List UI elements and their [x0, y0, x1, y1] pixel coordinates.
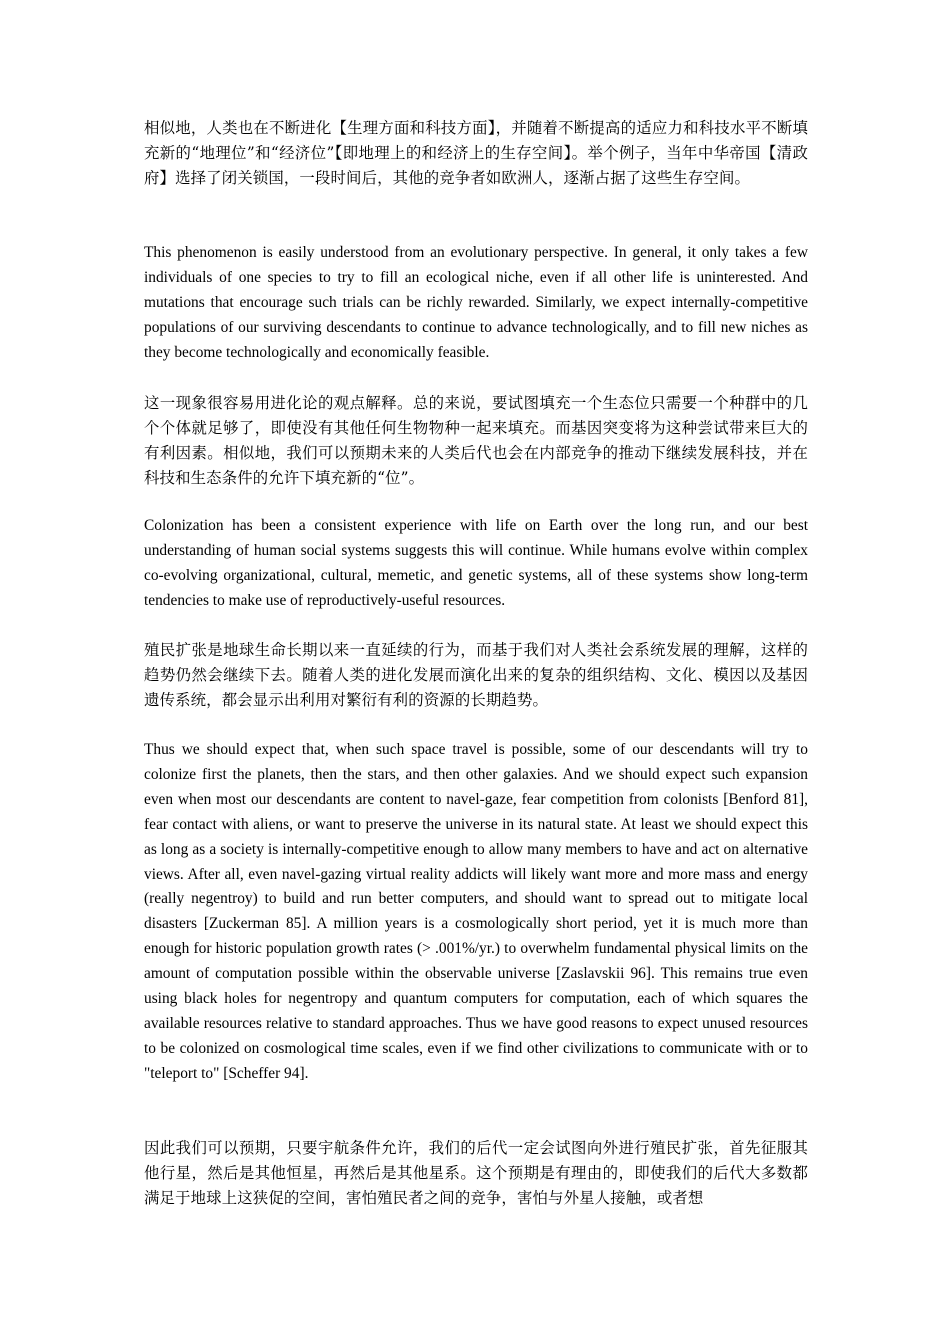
paragraph-chinese-1: 相似地，人类也在不断进化【生理方面和科技方面】，并随着不断提高的适应力和科技水平不断填充新的“地理位”和“经济位”【即地理上的和经济上的生存空间】。举个例子，当年中华帝国【清政府】选择了闭关锁国，一段时间后，其他的竞争者如欧洲人，逐渐占据了这些生存空间。	[144, 119, 808, 187]
paragraph-chinese-4: 因此我们可以预期，只要宇航条件允许，我们的后代一定会试图向外进行殖民扩张，首先征服其他行星，然后是其他恒星，再然后是其他星系。这个预期是有理由的，即使我们的后代大多数都满足于地球上这狭促的空间，害怕殖民者之间的竞争，害怕与外星人接触，或者想	[144, 1139, 808, 1207]
paragraph-english-1: This phenomenon is easily understood from an evolutionary perspective. In general, it only takes a few individuals of one species to try to fill an ecological niche, even if all other life is uninterested. And mutations that encourage such trials can be richly rewarded. Similarly, we expect internally-competitive populations of our surviving descendants to continue to advance technologically, and to fill new niches as they become technologically and economically feasible.	[144, 244, 808, 361]
paragraph-english-2: Colonization has been a consistent experience with life on Earth over the long run, and our best understanding of human social systems suggests this will continue. While humans evolve within complex co-evolving organizational, cultural, memetic, and genetic systems, all of these systems show long-term tendencies to make use of reproductively-useful resources.	[144, 517, 808, 609]
paragraph-chinese-2: 这一现象很容易用进化论的观点解释。总的来说，要试图填充一个生态位只需要一个种群中的几个个体就足够了，即使没有其他任何生物物种一起来填充。而基因突变将为这种尝试带来巨大的有利因素。相似地，我们可以预期未来的人类后代也会在内部竞争的推动下继续发展科技，并在科技和生态条件的允许下填充新的“位”。	[144, 394, 808, 487]
paragraph-chinese-3: 殖民扩张是地球生命长期以来一直延续的行为，而基于我们对人类社会系统发展的理解，这样的趋势仍然会继续下去。随着人类的进化发展而演化出来的复杂的组织结构、文化、模因以及基因遗传系统，都会显示出利用对繁衍有利的资源的长期趋势。	[144, 641, 808, 709]
paragraph-english-3: Thus we should expect that, when such space travel is possible, some of our descendants will try to colonize first the planets, then the stars, and then other galaxies. And we should expect such expansion even when most our descendants are content to navel-gaze, fear competition from colonists [Benford 81], fear contact with aliens, or want to preserve the universe in its natural state. At least we should expect this as long as a society is internally-competitive enough to allow many members to have and act on alternative views. After all, even navel-gazing virtual reality addicts will likely want more and more mass and energy (really negentroy) to build and run better computers, and should want to spread out to mitigate local disasters [Zuckerman 85]. A million years is a cosmologically short period, yet it is much more than enough for historic population growth rates (> .001%/yr.) to overwhelm fundamental physical limits on the amount of computation possible within the observable universe [Zaslavskii 96]. This remains true even using black holes for negentropy and quantum computers for computation, each of which squares the available resources relative to standard approaches. Thus we have good reasons to expect unused resources to be colonized on cosmological time scales, even if we find other civilizations to communicate with or to "teleport to" [Scheffer 94].	[144, 741, 808, 1082]
